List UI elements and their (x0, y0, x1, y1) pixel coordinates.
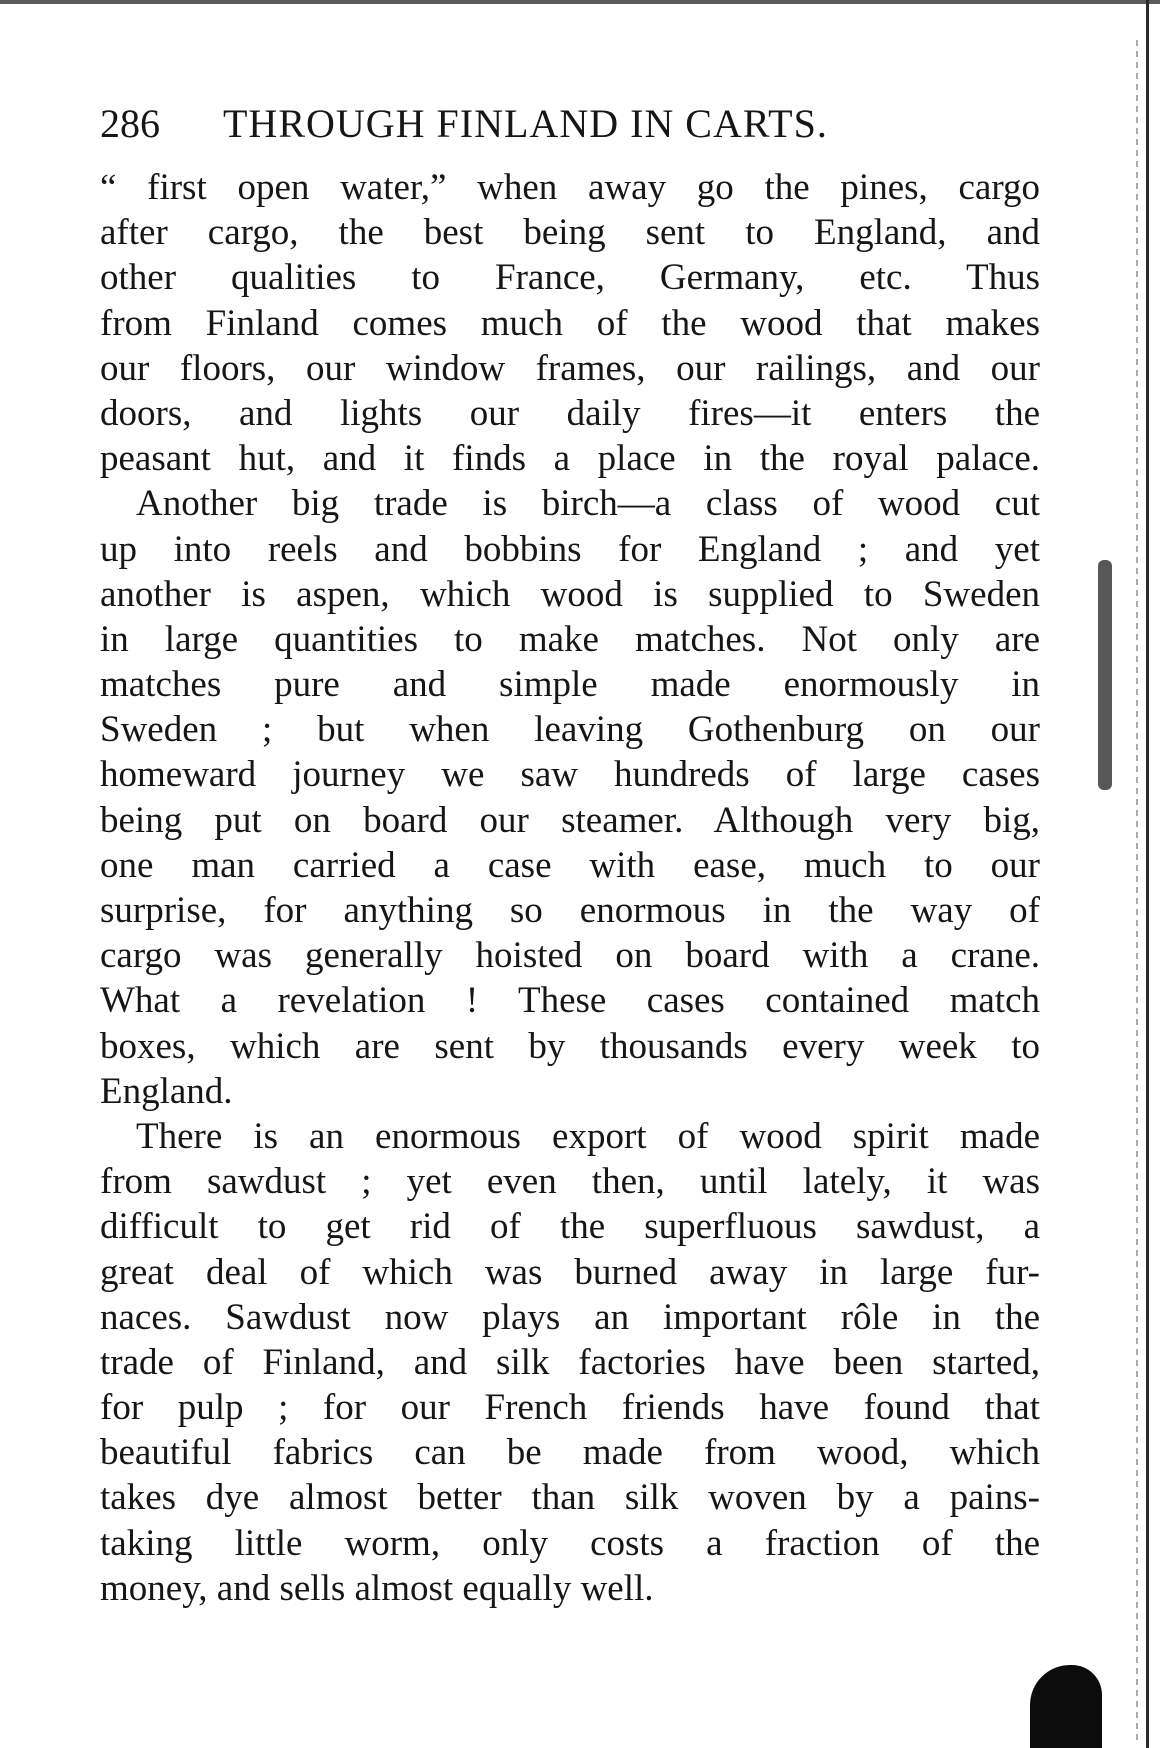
text-line: money, and sells almost equally well. (100, 1567, 654, 1609)
text-line: being put on board our steamer. Although very big, (100, 799, 1040, 841)
text-line: another is aspen, which wood is supplied to Sweden (100, 573, 1040, 615)
paragraph-2 (100, 481, 1040, 1114)
text-line: naces. Sawdust now plays an important rôle in the (100, 1296, 1040, 1338)
running-header (100, 98, 1040, 150)
text-line: other qualities to France, Germany, etc. Thus (100, 257, 1040, 299)
text-line: matches pure and simple made enormously in (100, 664, 1040, 706)
text-line: cargo was generally hoisted on board with a crane. (100, 935, 1040, 977)
body-text (100, 165, 1040, 1611)
text-line: peasant hut, and it finds a place in the royal palace. (100, 438, 1040, 480)
text-line: great deal of which was burned away in large fur- (100, 1251, 1040, 1293)
text-line: from sawdust ; yet even then, until lately, it was (100, 1161, 1040, 1203)
text-line: up into reels and bobbins for England ; and yet (100, 528, 1040, 570)
text-line: England. (100, 1070, 233, 1112)
binding-shadow (1136, 40, 1138, 1740)
scan-blot (1030, 1665, 1102, 1748)
text-line: taking little worm, only costs a fraction of the (100, 1522, 1040, 1564)
text-line: our floors, our window frames, our railings, and our (100, 347, 1040, 389)
text-line: homeward journey we saw hundreds of large cases (100, 754, 1040, 796)
page-top-edge (0, 0, 1160, 4)
text-line: difficult to get rid of the superfluous sawdust, a (100, 1206, 1040, 1248)
page-number: 286 (100, 101, 160, 146)
text-line: surprise, for anything so enormous in the way of (100, 890, 1040, 931)
paragraph-1 (100, 165, 1040, 481)
text-line: from Finland comes much of the wood that makes (100, 302, 1040, 344)
paragraph-3 (100, 1114, 1040, 1611)
text-line: in large quantities to make matches. Not only are (100, 618, 1040, 660)
page-right-edge (1146, 0, 1149, 1748)
text-line: beautiful fabrics can be made from wood, which (100, 1432, 1040, 1474)
text-line: boxes, which are sent by thousands every week to (100, 1025, 1040, 1067)
text-line: doors, and lights our daily fires—it enters the (100, 392, 1040, 434)
text-line: What a revelation ! These cases contained match (100, 980, 1040, 1022)
text-line: one man carried a case with ease, much to our (100, 844, 1040, 886)
scan-smudge (1098, 560, 1112, 790)
text-line: after cargo, the best being sent to England, and (100, 212, 1040, 254)
text-line: for pulp ; for our French friends have found that (100, 1387, 1040, 1429)
text-line: Sweden ; but when leaving Gothenburg on our (100, 709, 1040, 751)
text-line: takes dye almost better than silk woven by a pains- (100, 1477, 1040, 1519)
text-line: Another big trade is birch—a class of wood cut (136, 483, 1040, 525)
text-line: “ first open water,” when away go the pines, cargo (100, 167, 1040, 208)
text-line: There is an enormous export of wood spirit made (136, 1115, 1040, 1157)
text-line: trade of Finland, and silk factories have been started, (100, 1341, 1040, 1383)
running-title: THROUGH FINLAND IN CARTS. (223, 101, 828, 146)
